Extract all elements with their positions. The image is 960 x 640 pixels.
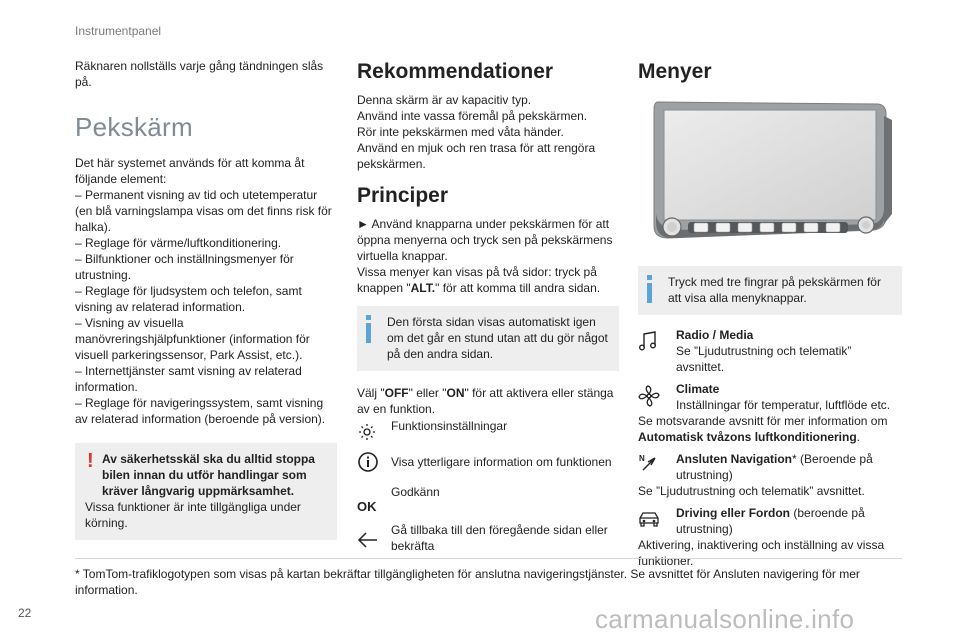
climate-title: Climate: [676, 382, 720, 396]
warning-icon: !: [87, 450, 94, 472]
rec-line: Rör inte pekskärmen med våta händer.: [357, 125, 564, 139]
recommendations-heading: Rekommendationer: [357, 60, 554, 83]
drive-line: Driving eller Fordon (beroende på utrustning): [676, 506, 865, 536]
back-label: Gå tillbaka till den föregående sidan eller bekräfta: [391, 523, 608, 553]
watermark: carmanualsonline.info: [595, 604, 855, 634]
car-icon: [638, 509, 660, 529]
rec-line: Använd inte vassa föremål på pekskärmen.: [357, 109, 588, 123]
climate-link-text: Automatisk tvåzons luftkonditionering.: [638, 430, 861, 444]
icon-row-info: [357, 450, 619, 480]
drive-text: Aktivering, inaktivering och inställning av vissa funktioner.: [638, 538, 885, 568]
rec-line: Denna skärm är av kapacitiv typ.: [357, 93, 532, 107]
body-line: – Internettjänster samt visning av relaterad information.: [75, 364, 302, 394]
back-arrow-icon: [357, 528, 379, 552]
info-circle-icon: [357, 450, 379, 474]
rec-line: Använd en mjuk och ren trasa för att rengöra pekskärmen.: [357, 141, 596, 171]
settings-label: Funktionsinställningar: [391, 419, 508, 433]
settings-icon: [357, 418, 377, 442]
section-header: Instrumentpanel: [75, 24, 162, 38]
principle-alt-text: Vissa menyer kan visas på två sidor: tryck på knappen "ALT." för att komma till andra sidan.: [357, 265, 601, 295]
warning-text: Vissa funktioner är inte tillgängliga under körning.: [85, 500, 301, 530]
principle-text: ► Använd knapparna under pekskärmen för att öppna menyerna och tryck sen på pekskärmens virtuella knappar.: [357, 217, 613, 263]
footnote-divider: [75, 558, 902, 559]
intro-text: Räknaren nollställs varje gång tändningen slås på.: [75, 59, 324, 89]
column-middle: [357, 58, 619, 554]
ok-label: Godkänn: [391, 485, 440, 499]
column-left: [75, 58, 337, 540]
icon-row-settings: [357, 418, 619, 444]
warning-box: [75, 443, 337, 540]
menu-climate: [638, 381, 902, 445]
footnote: * TomTom-trafiklogotypen som visas på kartan bekräftar tillgängligheten för anslutna navigeringstjänster. Se avsnittet för Ansluten navigering för mer information.: [75, 567, 860, 597]
radio-title: Radio / Media: [676, 328, 754, 342]
body-line: – Reglage för navigeringssystem, samt visning av relaterad information (beroende på version).: [75, 396, 326, 426]
touchscreen-body: [75, 155, 337, 427]
music-note-icon: [638, 331, 658, 353]
menus-heading: Menyer: [638, 60, 712, 83]
body-line: Det här systemet används för att komma åt följande element:: [75, 156, 305, 186]
nav-text: Se ”Ljudutrustning och telematik” avsnittet.: [638, 484, 865, 498]
menus-info-text: Tryck med tre fingrar på pekskärmen för att visa alla menyknappar.: [668, 275, 881, 305]
menus-info-box: [638, 266, 902, 315]
touchscreen-heading: Pekskärm: [75, 112, 193, 142]
body-line: – Bilfunktioner och inställningsmenyer för utrustning.: [75, 252, 294, 282]
climate-text: Inställningar för temperatur, luftflöde etc.: [676, 398, 891, 412]
nav-line: Ansluten Navigation* (Beroende på utrustning): [676, 452, 873, 482]
svg-text:N: N: [639, 454, 645, 463]
navigation-icon: [638, 453, 658, 475]
icon-row-ok: [357, 484, 619, 520]
ok-icon: OK: [357, 499, 377, 514]
column-right: [638, 58, 902, 569]
radio-text: Se ”Ljudutrustning och telematik” avsnittet.: [676, 344, 852, 374]
menu-radio-media: [638, 327, 902, 375]
touchscreen-illustration: [646, 96, 902, 256]
fan-icon: [638, 385, 660, 407]
info-label: Visa ytterligare information om funktionen: [391, 455, 612, 469]
body-line: – Permanent visning av tid och utetemperatur (en blå varningslampa visas om det finns risk för halka).: [75, 188, 332, 234]
info-icon: [366, 315, 372, 345]
body-line: – Visning av visuella manövreringshjälpfunktioner (information för visuell parkeringssensor, Park Assist, etc.).: [75, 316, 310, 362]
body-line: – Reglage för ljudsystem och telefon, samt visning av relaterad information.: [75, 284, 302, 314]
body-line: – Reglage för värme/luftkonditionering.: [75, 236, 282, 250]
menu-navigation: [638, 451, 902, 499]
principles-heading: Principer: [357, 184, 449, 207]
menu-driving: [638, 505, 902, 569]
climate-text-2: Se motsvarande avsnitt för mer information om: [638, 414, 888, 428]
icon-row-back: [357, 522, 619, 554]
info-icon: [647, 275, 653, 305]
page-number: 22: [18, 606, 32, 620]
choose-text: Välj "OFF" eller "ON" för att aktivera eller stänga av en funktion.: [357, 386, 614, 416]
warning-bold-text: Av säkerhetsskäl ska du alltid stoppa bilen innan du utför handlingar som kräver långvarig uppmärksamhet.: [102, 452, 315, 498]
info-box: [357, 306, 619, 371]
info-text: Den första sidan visas automatiskt igen om det går en stund utan att du gör något på den andra sidan.: [387, 315, 608, 361]
